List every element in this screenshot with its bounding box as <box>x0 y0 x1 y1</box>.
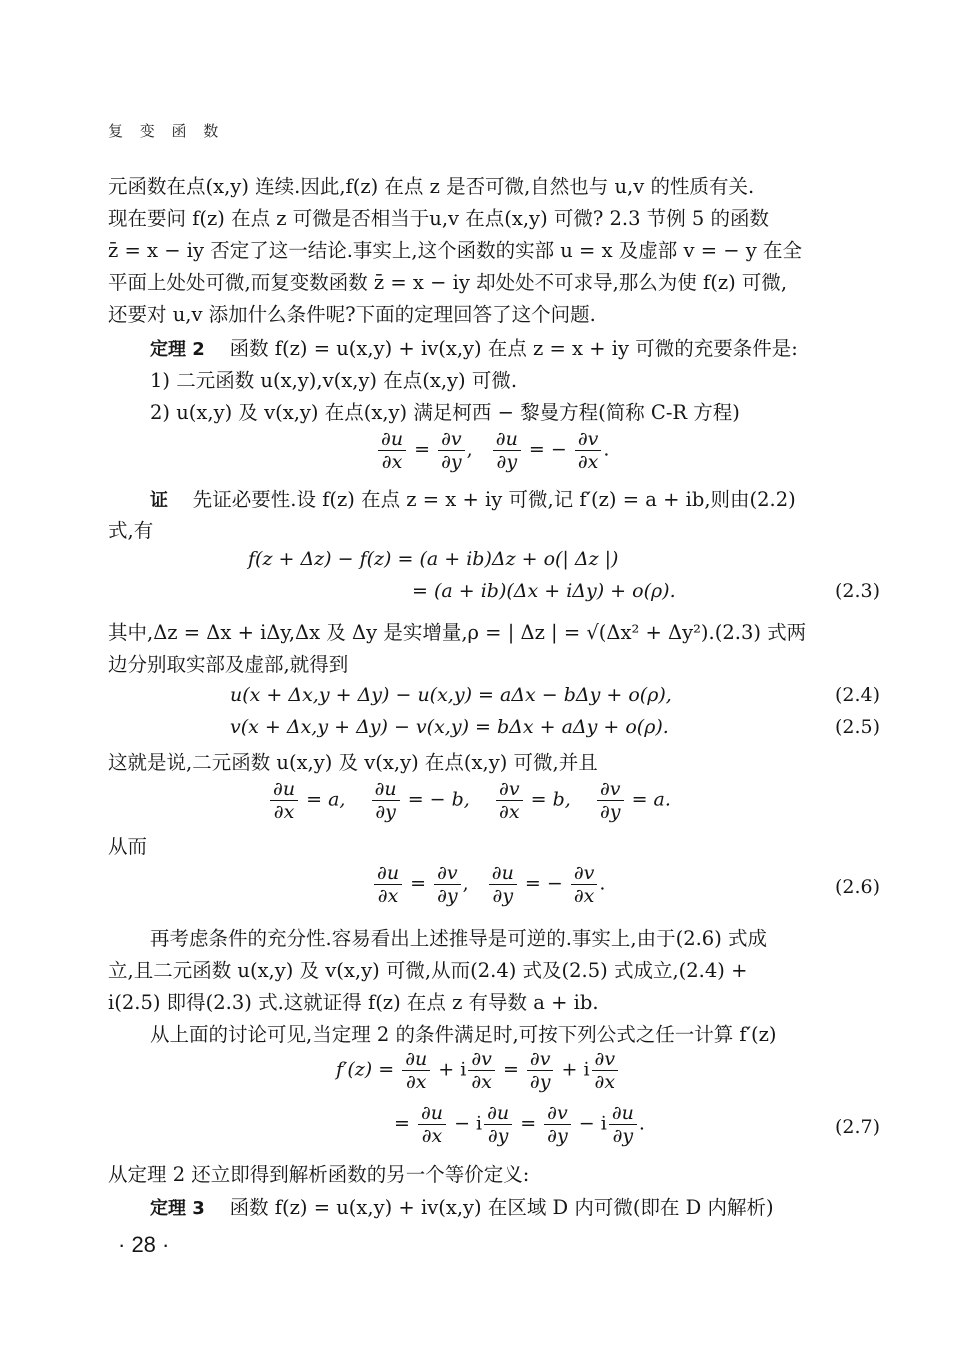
page-number: · 28 · <box>118 1232 170 1257</box>
fraction: $\frac{\partial v}{\partial x}$ <box>571 862 598 907</box>
paragraph-line: 再考虑条件的充分性.容易看出上述推导是可逆的.事实上,由于(2.6) 式成 <box>150 927 768 950</box>
paragraph-line: 平面上处处可微,而复变数函数 z̄ = x − iy 却处处不可求导,那么为使 f(z) 可微, <box>108 271 788 294</box>
fraction: $\frac{\partial v}{\partial x}$ <box>468 1048 495 1093</box>
fraction: $\frac{\partial u}{\partial y}$ <box>489 862 517 907</box>
theorem-2 <box>150 334 798 365</box>
theorem-2-text: 函数 f(z) = u(x,y) + iv(x,y) 在点 z = x + iy 可微的充要条件是: <box>229 337 798 360</box>
fraction: $\frac{\partial u}{\partial x}$ <box>270 778 298 823</box>
proof-label: 证 <box>150 490 168 511</box>
theorem-3-label: 定理 3 <box>150 1198 205 1219</box>
fraction: $\frac{\partial u}{\partial y}$ <box>493 428 521 473</box>
equation-number: (2.3) <box>834 580 880 602</box>
fraction: $\frac{\partial u}{\partial x}$ <box>374 862 402 907</box>
partial-derivatives: $\frac{\partial u}{\partial x}$ = a, $\frac{\partial u}{\partial y}$ = − b, $\frac{\partial v}{\partial x}$ = b, $\frac{\partial v}{\partial y}$ = a. <box>268 778 671 823</box>
cr-equations: $\frac{\partial u}{\partial x}$ = $\frac{\partial v}{\partial y}$ , $\frac{\partial u}{\partial y}$ = − $\frac{\partial v}{\partial x}$ . <box>376 428 609 473</box>
paragraph-line: 从定理 2 还立即得到解析函数的另一个等价定义: <box>108 1163 530 1186</box>
paragraph-line: 其中,Δz = Δx + iΔy,Δx 及 Δy 是实增量,ρ = | Δz | = √(Δx² + Δy²).(2.3) 式两 <box>108 621 807 644</box>
paragraph-line: 从而 <box>108 835 148 858</box>
equation-number: (2.4) <box>834 684 880 706</box>
condition-1: 1) 二元函数 u(x,y),v(x,y) 在点(x,y) 可微. <box>150 369 518 392</box>
fraction: $\frac{\partial v}{\partial x}$ <box>496 778 523 823</box>
running-header: 复 变 函 数 <box>108 122 225 140</box>
fraction: $\frac{\partial u}{\partial y}$ <box>484 1102 512 1147</box>
paragraph-line: 从上面的讨论可见,当定理 2 的条件满足时,可按下列公式之任一计算 f′(z) <box>150 1023 777 1046</box>
paragraph-line: 这就是说,二元函数 u(x,y) 及 v(x,y) 在点(x,y) 可微,并且 <box>108 751 598 774</box>
fraction: $\frac{\partial v}{\partial x}$ <box>592 1048 619 1093</box>
theorem-3-text: 函数 f(z) = u(x,y) + iv(x,y) 在区域 D 内可微(即在 D 内解析) <box>229 1196 774 1219</box>
equation-number: (2.7) <box>834 1116 880 1138</box>
paragraph-line: 元函数在点(x,y) 连续.因此,f(z) 在点 z 是否可微,自然也与 u,v 的性质有关. <box>108 175 755 198</box>
theorem-2-label: 定理 2 <box>150 339 205 360</box>
proof-line: 证 先证必要性.设 f(z) 在点 z = x + iy 可微,记 f′(z) = a + ib,则由(2.2) <box>150 488 796 511</box>
fraction: $\frac{\partial u}{\partial y}$ <box>372 778 400 823</box>
theorem-3 <box>150 1193 774 1224</box>
paragraph-line: z̄ = x − iy 否定了这一结论.事实上,这个函数的实部 u = x 及虚部 v = − y 在全 <box>108 239 802 262</box>
fraction: $\frac{\partial u}{\partial x}$ <box>378 428 406 473</box>
fraction: $\frac{\partial u}{\partial x}$ <box>402 1048 430 1093</box>
fraction: $\frac{\partial v}{\partial y}$ <box>434 862 461 907</box>
fraction: $\frac{\partial u}{\partial y}$ <box>609 1102 637 1147</box>
paragraph-line: 边分别取实部及虚部,就得到 <box>108 653 349 676</box>
fraction: $\frac{\partial v}{\partial y}$ <box>527 1048 554 1093</box>
equation-2-7a: f′(z) = $\frac{\partial u}{\partial x}$ + i $\frac{\partial v}{\partial x}$ = $\frac{\partial v}{\partial y}$ + i $\frac{\partial v}{\partial x}$ <box>336 1048 620 1093</box>
equation-number: (2.5) <box>834 716 880 738</box>
paragraph-line: 立,且二元函数 u(x,y) 及 v(x,y) 可微,从而(2.4) 式及(2.5) 式成立,(2.4) + <box>108 959 748 982</box>
fraction: $\frac{\partial v}{\partial x}$ <box>575 428 602 473</box>
fraction: $\frac{\partial v}{\partial y}$ <box>438 428 465 473</box>
paragraph-line: 还要对 u,v 添加什么条件呢?下面的定理回答了这个问题. <box>108 303 596 326</box>
fraction: $\frac{\partial u}{\partial x}$ <box>418 1102 446 1147</box>
paragraph-line: i(2.5) 即得(2.3) 式.这就证得 f(z) 在点 z 有导数 a + ib. <box>108 991 599 1014</box>
condition-2: 2) u(x,y) 及 v(x,y) 在点(x,y) 满足柯西 − 黎曼方程(简称 C-R 方程) <box>150 401 740 424</box>
paragraph-line: 现在要问 f(z) 在点 z 可微是否相当于u,v 在点(x,y) 可微? 2.3 节例 5 的函数 <box>108 207 770 230</box>
proof-line: 式,有 <box>108 519 154 542</box>
fraction: $\frac{\partial v}{\partial y}$ <box>597 778 624 823</box>
equation-number: (2.6) <box>834 876 880 898</box>
fraction: $\frac{\partial v}{\partial y}$ <box>544 1102 571 1147</box>
